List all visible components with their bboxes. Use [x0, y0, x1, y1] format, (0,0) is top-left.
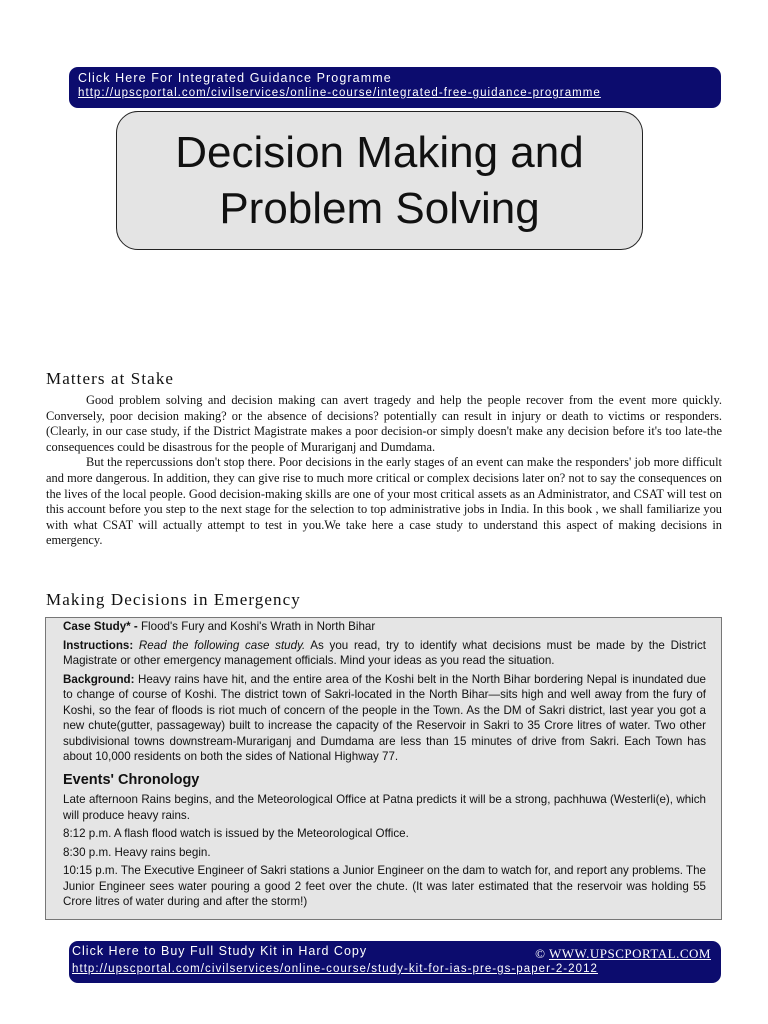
instructions-italic: Read the following case study.	[133, 638, 306, 652]
guidance-programme-url[interactable]: http://upscportal.com/civilservices/online-course/integrated-free-guidance-programme	[78, 87, 601, 99]
case-study-title-text: Flood's Fury and Koshi's Wrath in North Bihar	[137, 620, 376, 633]
background-label: Background:	[63, 672, 135, 686]
bottom-banner[interactable]	[69, 941, 721, 983]
event-item: 8:30 p.m. Heavy rains begin.	[63, 845, 211, 859]
study-kit-url[interactable]: http://upscportal.com/civilservices/online-course/study-kit-for-ias-pre-gs-paper-2-2012	[72, 963, 598, 975]
top-banner[interactable]	[69, 67, 721, 108]
event-item: Late afternoon Rains begins, and the Meteorological Office at Patna predicts it will be a strong, pachhuwa (Westerli(e), which will produce heavy rains.	[63, 793, 706, 822]
section-heading-matters: Matters at Stake	[46, 369, 175, 388]
events-heading: Events' Chronology	[63, 771, 200, 788]
guidance-programme-link[interactable]: Click Here For Integrated Guidance Programme	[78, 71, 392, 85]
case-study-title	[63, 619, 706, 635]
background-text: Heavy rains have hit, and the entire area of the Koshi belt in the North Bihar bordering Nepal is inundated due to change of course of Koshi. The district town of Sakri-located in the North Bihar—sits high and well away from the fury of Koshi, so the fear of floods is riot much of concern of the people in the Town. As the DM of Sakri district, last year you got a new chute(gutter, passageway) built to increase the capacity of the Reservoir in Sakri to 35 Crore litres of water. Two other subdivisional towns downstream-Murariganj and Dumdama are less than 15 minutes of drive from Sakri. Each Town has about 10,000 residents on both the sides of National Highway 77.	[63, 672, 706, 763]
copyright-symbol: ©	[535, 946, 546, 961]
page-title-line-2: Problem Solving	[219, 184, 540, 233]
section-body-matters	[46, 393, 722, 549]
case-study-box	[45, 617, 722, 920]
event-item: 8:12 p.m. A flash flood watch is issued by the Meteorological Office.	[63, 827, 409, 840]
site-link[interactable]: WWW.UPSCPORTAL.COM	[549, 946, 711, 961]
page-title-line-1: Decision Making and	[175, 128, 584, 177]
paragraph: But the repercussions don't stop there. Poor decisions in the early stages of an event can make the responders' job more difficult and more dangerous. In addition, they can give rise to much more critical or complex decisions later on? not to say the consequences on the lives of the local people. Good decision-making skills are one of your most critical assets as an Administrator, and CSAT will test on this account before you step to the next stage for the selection to top administrative jobs in India. In this book , we shall familiarize you with what CSAT will actually attempt to test in you.We take here a case study to understand this aspect of making decisions in emergency.	[46, 455, 722, 548]
section-heading-emergency: Making Decisions in Emergency	[46, 590, 301, 609]
buy-study-kit-link[interactable]: Click Here to Buy Full Study Kit in Hard Copy	[72, 944, 368, 958]
instructions-label: Instructions:	[63, 638, 134, 652]
title-box	[116, 111, 643, 250]
case-study-label: Case Study* -	[63, 620, 138, 633]
case-background	[63, 672, 706, 765]
copyright-notice[interactable]	[535, 946, 711, 962]
paragraph: Good problem solving and decision making can avert tragedy and help the people recover from the event more quickly. Conversely, poor decision making? or the absence of decisions? potentially can result in injury or death to victims or responders. (Clearly, in our case study, if the District Magistrate makes a poor decision-or simply doesn't make any decision before it's too late-the consequences could be disastrous for the people of Murariganj and Dumdama.	[46, 393, 722, 454]
instructions-text: As you read, try to identify what decisions must be made by the District Magistrate or other emergency management officials. Mind your ideas as you read the situation.	[63, 638, 706, 667]
event-item: 10:15 p.m. The Executive Engineer of Sakri stations a Junior Engineer on the dam to watch for, and report any problems. The Junior Engineer sees water pouring a good 2 feet over the chute. (It was later estimated that the reservoir was holding 55 Crore litres of water during and after the storm!)	[63, 864, 706, 908]
case-instructions	[63, 638, 706, 669]
